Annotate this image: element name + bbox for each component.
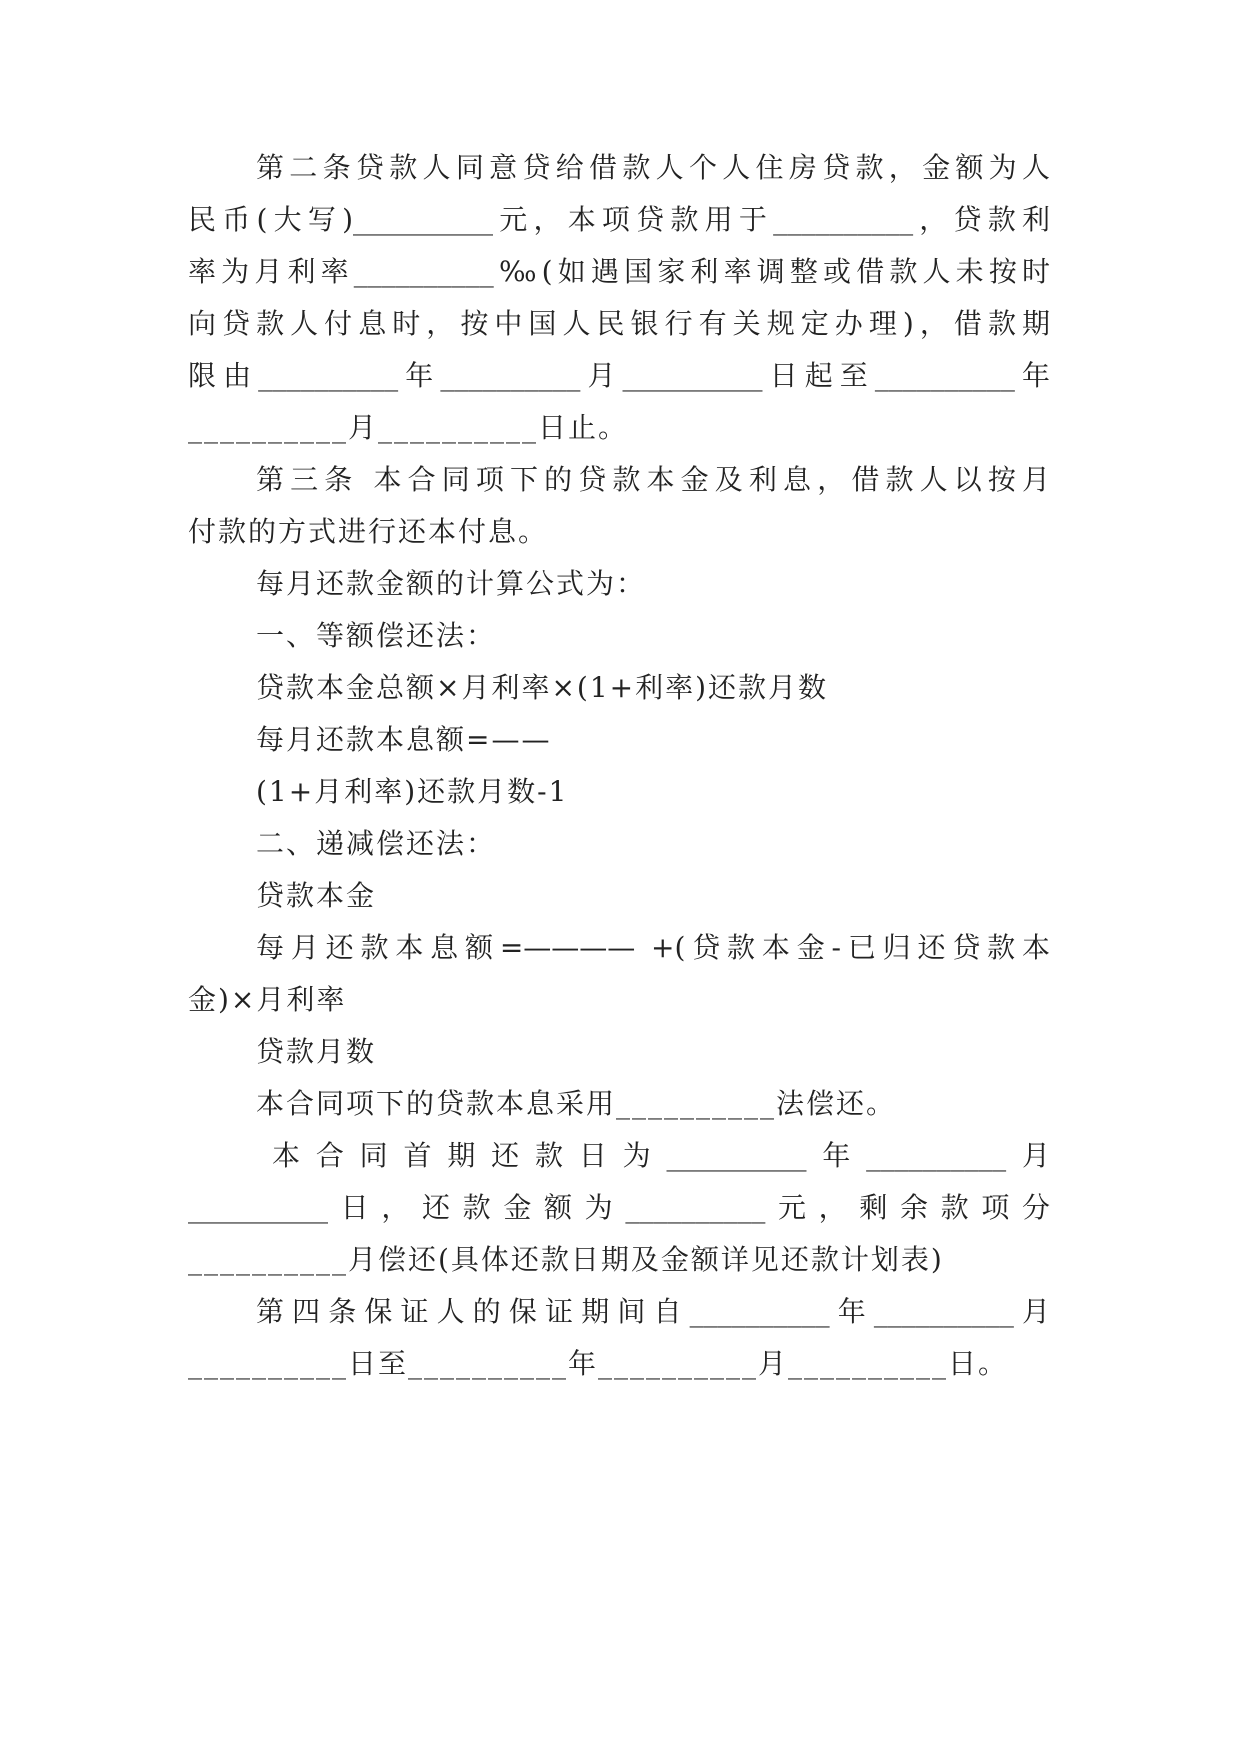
method-1-heading: 一、等额偿还法： [256, 619, 497, 652]
method-1-equation: 每月还款本息额=—— [256, 723, 552, 756]
repayment-method-line: 本合同项下的贷款本息采用__________法偿还。 [256, 1087, 897, 1120]
paragraph-article-4-line-1: 第四条保证人的保证期间自__________年__________月 [256, 1295, 1050, 1328]
paragraph-article-2-line-2: 民币(大写)__________元，本项贷款用于__________，贷款利 [188, 203, 1050, 236]
method-1-numerator: 贷款本金总额×月利率×(1+利率)还款月数 [256, 671, 829, 704]
paragraph-article-2-line-4: 向贷款人付息时，按中国人民银行有关规定办理)，借款期 [188, 307, 1050, 340]
paragraph-article-2-line-3: 率为月利率__________‰(如遇国家利率调整或借款人未按时 [188, 255, 1050, 288]
paragraph-article-3-line-1: 第三条 本合同项下的贷款本金及利息，借款人以按月 [256, 463, 1050, 496]
method-2-equation-line-1: 每月还款本息额=———— +(贷款本金-已归还贷款本 [256, 931, 1050, 964]
formula-intro: 每月还款金额的计算公式为： [256, 567, 647, 600]
paragraph-article-2-line-5: 限由__________年__________月__________日起至__________年 [188, 359, 1050, 392]
method-2-equation-line-2: 金)×月利率 [188, 983, 347, 1016]
method-2-heading: 二、递减偿还法： [256, 827, 497, 860]
first-repayment-line-2: __________日，还款金额为__________元，剩余款项分 [188, 1191, 1050, 1224]
paragraph-article-3-line-2: 付款的方式进行还本付息。 [188, 515, 549, 548]
first-repayment-line-3: __________月偿还(具体还款日期及金额详见还款计划表) [188, 1243, 944, 1276]
method-2-denominator: 贷款月数 [256, 1035, 377, 1068]
method-1-denominator: (1+月利率)还款月数-1 [256, 775, 569, 808]
method-2-numerator: 贷款本金 [256, 879, 377, 912]
first-repayment-line-1: 本合同首期还款日为__________年__________月 [272, 1139, 1050, 1172]
paragraph-article-2-line-1: 第二条贷款人同意贷给借款人个人住房贷款，金额为人 [256, 151, 1050, 184]
paragraph-article-4-line-2: __________日至__________年__________月__________日。 [188, 1347, 1009, 1380]
paragraph-article-2-line-6: __________月__________日止。 [188, 411, 629, 444]
